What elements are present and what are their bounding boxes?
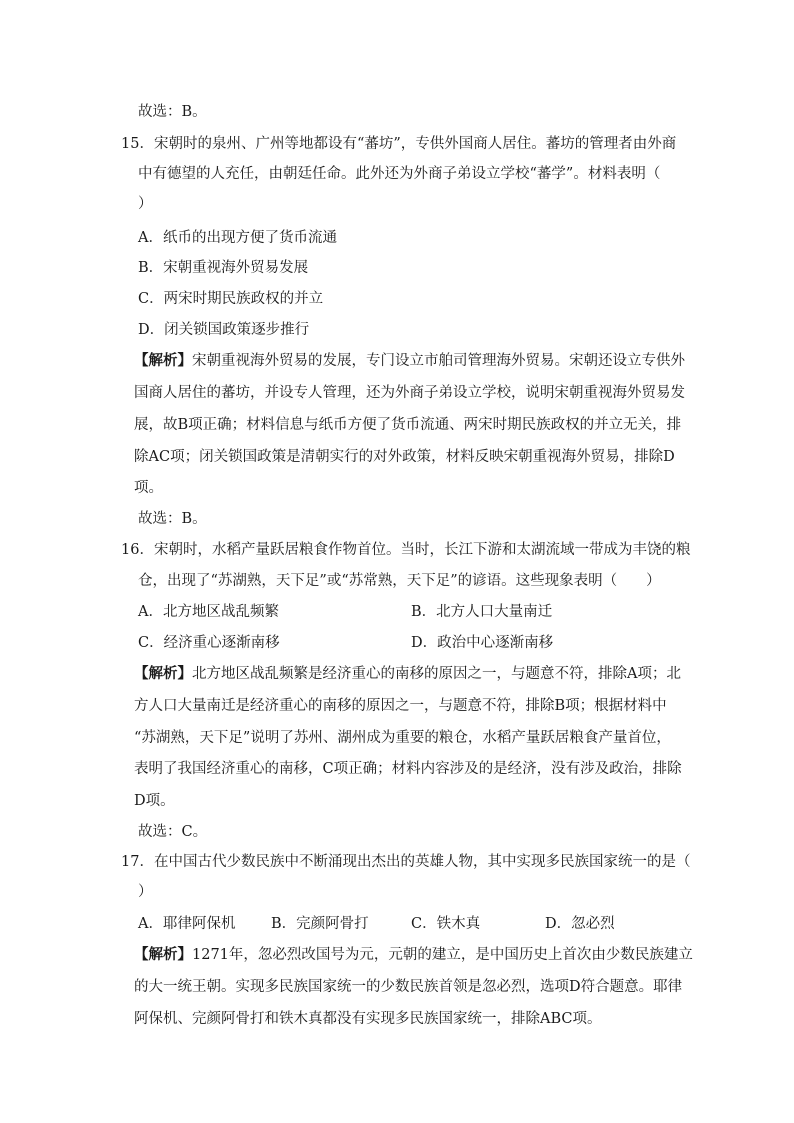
analysis-tag: 【解析】 (134, 352, 192, 369)
explanation-line: 除AC项；闭关锁国政策是清朝实行的对外政策，材料反映宋朝重视海外贸易，排除D (134, 449, 675, 465)
option-a: A．北方地区战乱频繁 (138, 604, 279, 620)
option-b: B．北方人口大量南迁 (411, 604, 553, 620)
option-b: B．完颜阿骨打 (271, 916, 369, 932)
option-a: A．纸币的出现方便了货币流通 (138, 230, 337, 246)
analysis-tag: 【解析】 (134, 946, 192, 963)
explanation-line: 【解析】宋朝重视海外贸易的发展，专门设立市舶司管理海外贸易。宋朝还设立专供外 (134, 352, 685, 369)
explanation-line: 的大一统王朝。实现多民族国家统一的少数民族首领是忽必烈，选项D符合题意。耶律 (134, 979, 683, 995)
question-text: 15．宋朝时的泉州、广州等地都设有“蕃坊”，专供外国商人居住。蕃坊的管理者由外商 (121, 136, 677, 152)
option-d: D．政治中心逐渐南移 (411, 635, 554, 651)
option-d: D．闭关锁国政策逐步推行 (138, 322, 310, 338)
explanation-line: 【解析】北方地区战乱频繁是经济重心的南移的原因之一，与题意不符，排除A项；北 (134, 665, 681, 682)
explanation-line: 【解析】1271年，忽必烈改国号为元，元朝的建立，是中国历史上首次由少数民族建立 (134, 946, 693, 963)
option-b: B．宋朝重视海外贸易发展 (138, 260, 309, 276)
answer: 故选：B。 (138, 511, 207, 527)
answer: 故选：C。 (138, 824, 208, 840)
option-c: C．两宋时期民族政权的并立 (138, 291, 324, 307)
previous-answer: 故选：B。 (138, 104, 207, 120)
option-c: C．经济重心逐渐南移 (138, 635, 280, 651)
option-a: A．耶律阿保机 (138, 916, 236, 932)
explanation-line: 表明了我国经济重心的南移，C项正确；材料内容涉及的是经济，没有涉及政治，排除 (134, 761, 682, 777)
explanation-line: 展，故B项正确；材料信息与纸币方便了货币流通、两宋时期民族政权的并立无关，排 (134, 417, 682, 433)
question-text: 中有德望的人充任，由朝廷任命。此外还为外商子弟设立学校“蕃学”。材料表明（ (138, 166, 661, 182)
explanation-line: 项。 (134, 480, 163, 496)
question-text: ） (138, 884, 153, 900)
explanation-line: “苏湖熟，天下足”说明了苏州、湖州成为重要的粮仓，水稻产量跃居粮食产量首位， (134, 730, 671, 746)
option-d: D．忽必烈 (545, 916, 615, 932)
question-text: 仓，出现了“苏湖熟，天下足”或“苏常熟，天下足”的谚语。这些现象表明（ ） (138, 573, 661, 589)
option-c: C．铁木真 (411, 916, 481, 932)
explanation-line: D项。 (134, 793, 175, 809)
question-text: 17．在中国古代少数民族中不断涌现出杰出的英雄人物，其中实现多民族国家统一的是（ (121, 854, 691, 870)
explanation-line: 方人口大量南迁是经济重心的南移的原因之一，与题意不符，排除B项；根据材料中 (134, 698, 667, 714)
analysis-tag: 【解析】 (134, 665, 192, 682)
explanation-line: 国商人居住的蕃坊，并设专人管理，还为外商子弟设立学校，说明宋朝重视海外贸易发 (134, 385, 685, 401)
question-text: 16．宋朝时，水稻产量跃居粮食作物首位。当时，长江下游和太湖流域一带成为丰饶的粮 (121, 542, 691, 558)
explanation-line: 阿保机、完颜阿骨打和铁木真都没有实现多民族国家统一，排除ABC项。 (134, 1011, 602, 1027)
question-text: ） (138, 196, 153, 212)
